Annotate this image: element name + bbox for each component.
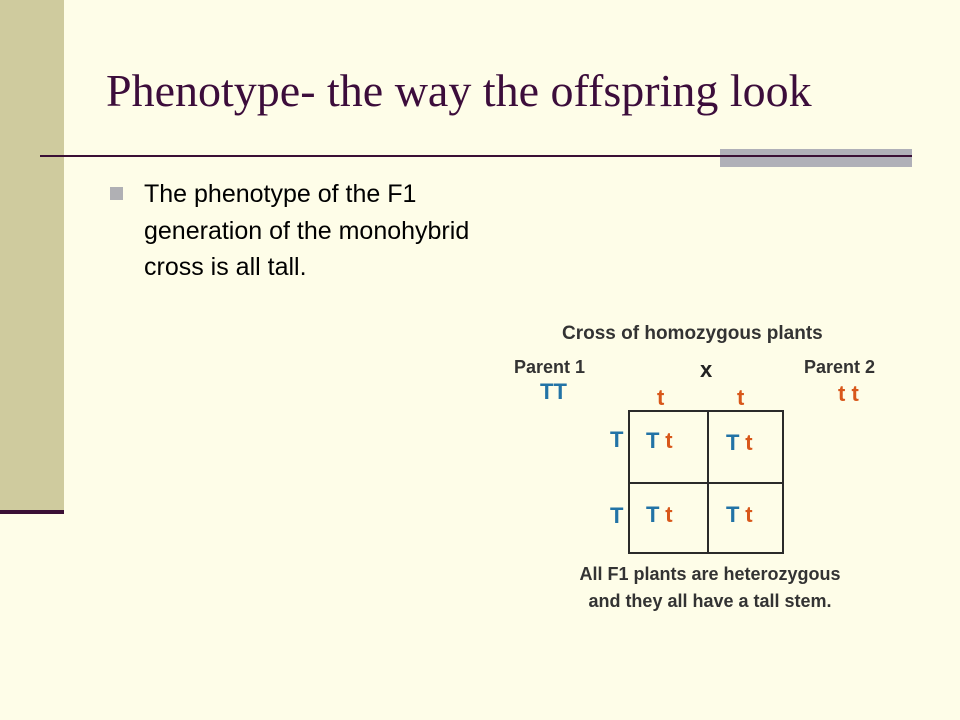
punnett-cell bbox=[646, 428, 673, 454]
punnett-cell bbox=[726, 502, 753, 528]
parent2-genotype: t t bbox=[838, 381, 859, 406]
side-accent-bar-foot bbox=[0, 510, 64, 514]
punnett-cell bbox=[726, 430, 753, 456]
dominant-allele: T bbox=[646, 502, 660, 527]
title-rule bbox=[40, 155, 912, 157]
dominant-allele: T bbox=[646, 428, 660, 453]
recessive-allele: t bbox=[745, 502, 753, 527]
punnett-square-figure bbox=[500, 315, 900, 615]
dominant-allele: T bbox=[726, 502, 740, 527]
side-accent-bar bbox=[0, 0, 64, 510]
recessive-allele: t bbox=[665, 428, 673, 453]
row-allele-1: T bbox=[610, 427, 624, 452]
caption-line-2: and they all have a tall stem. bbox=[588, 591, 832, 611]
column-allele-1: t bbox=[657, 385, 665, 410]
bullet-text: The phenotype of the F1 generation of the monohybrid cross is all tall. bbox=[144, 180, 470, 281]
recessive-allele: t bbox=[745, 430, 753, 455]
bullet-square-icon bbox=[110, 187, 123, 200]
column-allele-2: t bbox=[737, 385, 745, 410]
punnett-cell bbox=[646, 502, 673, 528]
caption-line-1: All F1 plants are heterozygous bbox=[579, 564, 841, 584]
parent1-label: Parent 1 bbox=[514, 357, 586, 377]
parent2-label: Parent 2 bbox=[804, 357, 876, 377]
slide-title: Phenotype- the way the offspring look bbox=[106, 65, 812, 116]
cross-symbol: x bbox=[700, 357, 713, 382]
grid-divider-horizontal bbox=[630, 482, 782, 484]
recessive-allele: t bbox=[665, 502, 673, 527]
dominant-allele: T bbox=[726, 430, 740, 455]
row-allele-2: T bbox=[610, 503, 624, 528]
figure-caption bbox=[530, 561, 890, 615]
punnett-grid bbox=[628, 410, 784, 554]
title-rule-accent bbox=[720, 149, 912, 167]
figure-title: Cross of homozygous plants bbox=[562, 323, 823, 344]
parent1-genotype: TT bbox=[540, 379, 567, 404]
